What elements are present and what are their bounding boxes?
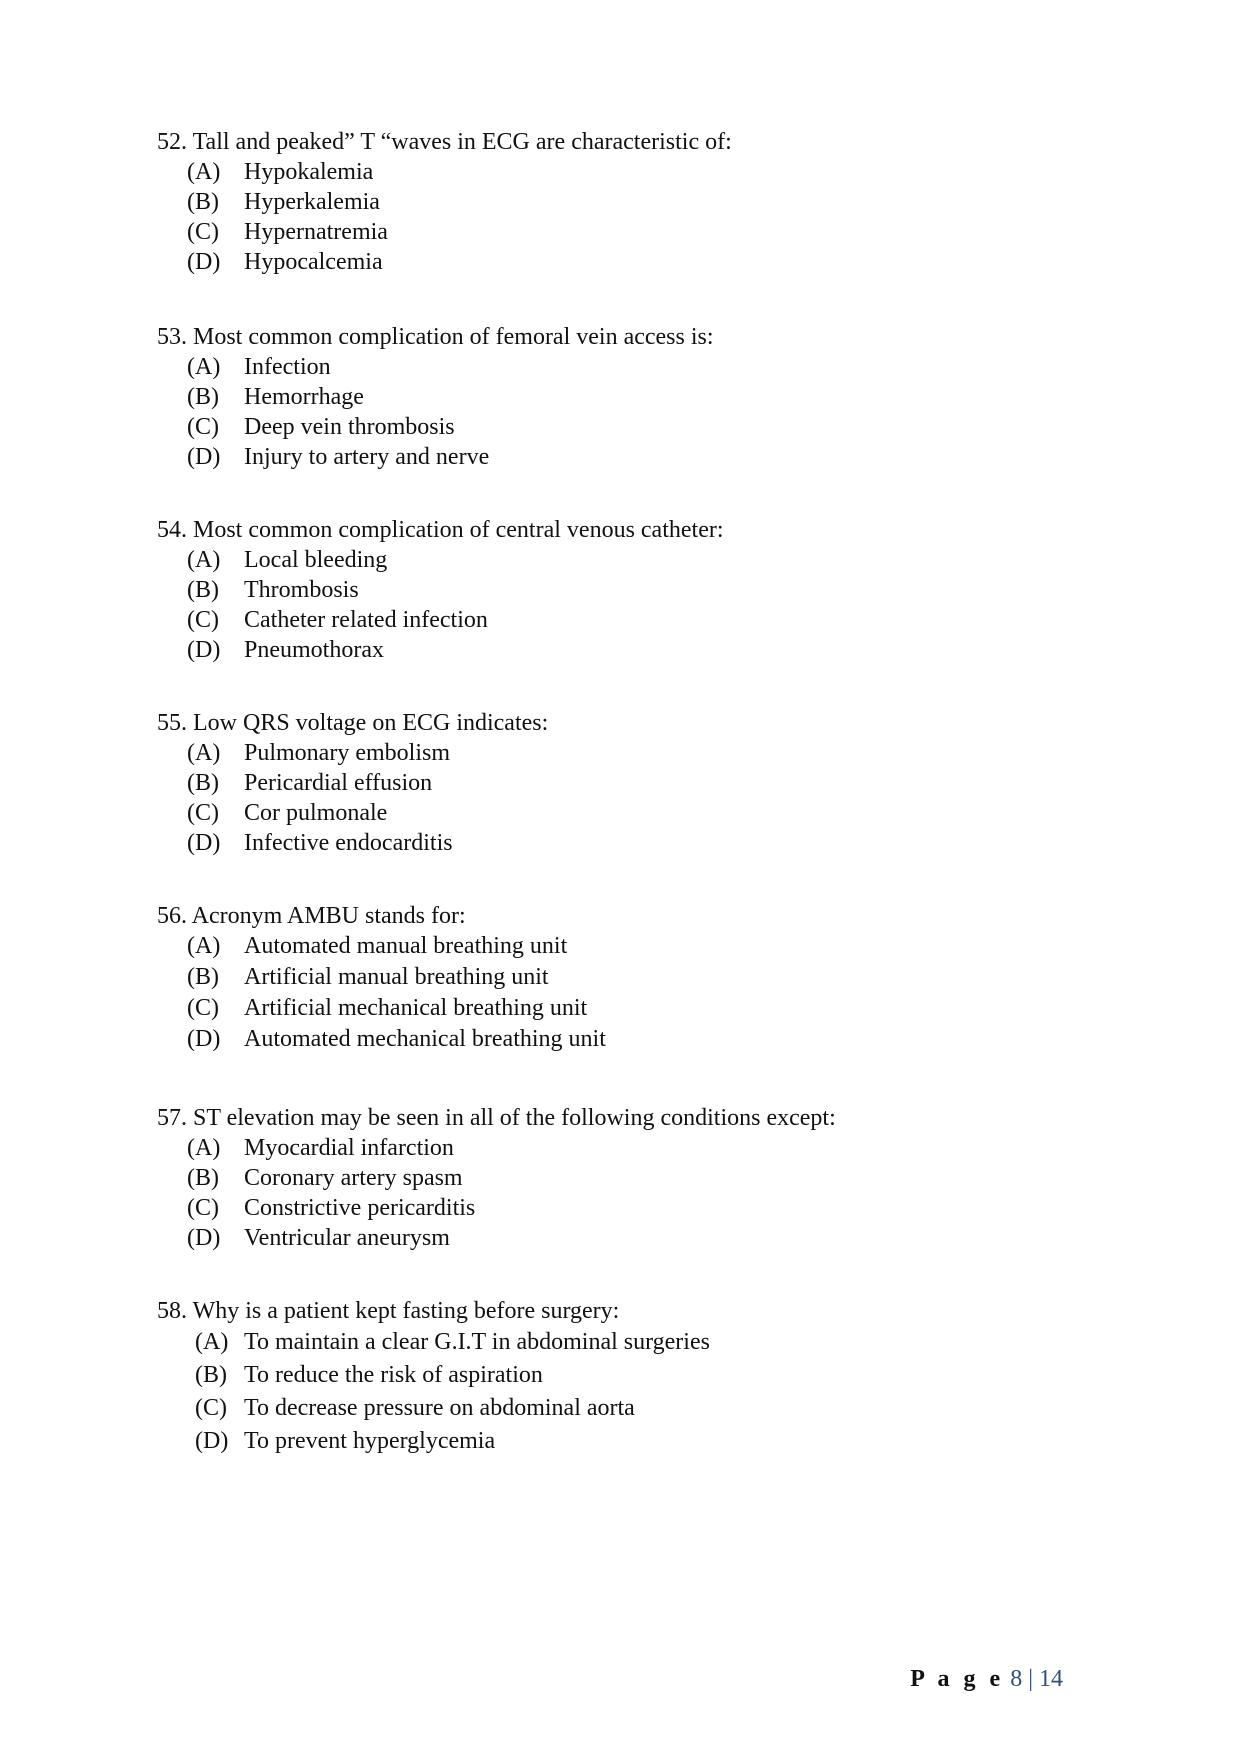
option-letter: (B) <box>187 384 219 410</box>
option-letter: (B) <box>187 964 219 990</box>
option-c <box>157 1193 1157 1223</box>
option-text: Hypokalemia <box>244 159 374 185</box>
question-text: 54. Most common complication of central venous catheter: <box>157 517 724 543</box>
option-a <box>157 738 1157 768</box>
option-a <box>157 545 1157 575</box>
option-c <box>157 217 1157 247</box>
option-text: Pericardial effusion <box>244 770 433 796</box>
option-letter: (A) <box>187 933 221 959</box>
option-letter: (C) <box>187 995 219 1021</box>
option-text: Thrombosis <box>244 577 359 603</box>
option-b <box>157 1163 1157 1193</box>
option-text: To decrease pressure on abdominal aorta <box>244 1395 635 1421</box>
option-c <box>157 798 1157 828</box>
option-text: Local bleeding <box>244 547 388 573</box>
option-letter: (C) <box>187 1195 219 1221</box>
page-label: P a g e <box>910 1666 1005 1692</box>
option-a <box>157 931 1157 962</box>
option-text: Hypocalcemia <box>244 249 383 275</box>
option-d <box>157 1425 1157 1458</box>
option-letter: (C) <box>187 800 219 826</box>
option-d <box>157 247 1157 277</box>
question-text: 53. Most common complication of femoral vein access is: <box>157 324 714 350</box>
option-letter: (B) <box>187 577 219 603</box>
option-letter: (D) <box>187 830 221 856</box>
option-letter: (D) <box>187 444 221 470</box>
option-text: Pneumothorax <box>244 637 384 663</box>
option-letter: (B) <box>187 189 219 215</box>
option-text: To maintain a clear G.I.T in abdominal surgeries <box>244 1329 710 1355</box>
option-text: To reduce the risk of aspiration <box>244 1362 543 1388</box>
option-c <box>157 605 1157 635</box>
option-letter: (C) <box>187 607 219 633</box>
option-letter: (D) <box>187 1225 221 1251</box>
option-letter: (A) <box>187 547 221 573</box>
question-56 <box>157 901 1157 1055</box>
question-57 <box>157 1103 1157 1253</box>
option-letter: (D) <box>187 249 221 275</box>
option-c <box>157 1392 1157 1425</box>
option-text: Catheter related infection <box>244 607 488 633</box>
option-text: Automated mechanical breathing unit <box>244 1026 606 1052</box>
question-54 <box>157 515 1157 665</box>
option-letter: (A) <box>195 1329 229 1355</box>
option-letter: (A) <box>187 1135 221 1161</box>
option-b <box>157 768 1157 798</box>
question-55 <box>157 708 1157 858</box>
page-footer <box>910 1664 1063 1694</box>
option-b <box>157 1359 1157 1392</box>
option-text: Automated manual breathing unit <box>244 933 568 959</box>
option-c <box>157 993 1157 1024</box>
option-letter: (A) <box>187 740 221 766</box>
option-text: Artificial mechanical breathing unit <box>244 995 588 1021</box>
option-text: Hyperkalemia <box>244 189 380 215</box>
option-d <box>157 635 1157 665</box>
option-a <box>157 1326 1157 1359</box>
question-text: 58. Why is a patient kept fasting before surgery: <box>157 1298 620 1324</box>
option-letter: (D) <box>195 1428 229 1454</box>
option-a <box>157 157 1157 187</box>
option-text: Deep vein thrombosis <box>244 414 455 440</box>
option-a <box>157 352 1157 382</box>
question-52 <box>157 127 1157 277</box>
option-d <box>157 1024 1157 1055</box>
question-53 <box>157 322 1157 472</box>
option-text: Hypernatremia <box>244 219 388 245</box>
option-b <box>157 187 1157 217</box>
option-text: Ventricular aneurysm <box>244 1225 450 1251</box>
option-letter: (B) <box>195 1362 227 1388</box>
option-text: Artificial manual breathing unit <box>244 964 549 990</box>
option-d <box>157 828 1157 858</box>
option-text: Coronary artery spasm <box>244 1165 463 1191</box>
option-text: Hemorrhage <box>244 384 364 410</box>
option-d <box>157 442 1157 472</box>
option-letter: (A) <box>187 159 221 185</box>
option-text: Infection <box>244 354 331 380</box>
option-text: Constrictive pericarditis <box>244 1195 476 1221</box>
question-text: 56. Acronym AMBU stands for: <box>157 903 466 929</box>
option-text: Pulmonary embolism <box>244 740 450 766</box>
question-text: 57. ST elevation may be seen in all of the following conditions except: <box>157 1105 836 1131</box>
option-c <box>157 412 1157 442</box>
option-letter: (B) <box>187 770 219 796</box>
option-text: To prevent hyperglycemia <box>244 1428 496 1454</box>
option-text: Infective endocarditis <box>244 830 453 856</box>
option-b <box>157 962 1157 993</box>
option-letter: (A) <box>187 354 221 380</box>
question-58 <box>157 1296 1157 1458</box>
option-text: Cor pulmonale <box>244 800 388 826</box>
option-b <box>157 382 1157 412</box>
option-letter: (D) <box>187 637 221 663</box>
option-letter: (B) <box>187 1165 219 1191</box>
option-letter: (C) <box>187 219 219 245</box>
option-letter: (C) <box>187 414 219 440</box>
question-text: 55. Low QRS voltage on ECG indicates: <box>157 710 549 736</box>
page-number: 8 | 14 <box>1010 1666 1063 1692</box>
option-text: Myocardial infarction <box>244 1135 454 1161</box>
option-b <box>157 575 1157 605</box>
option-text: Injury to artery and nerve <box>244 444 490 470</box>
question-text: 52. Tall and peaked” T “waves in ECG are characteristic of: <box>157 129 732 155</box>
option-a <box>157 1133 1157 1163</box>
option-d <box>157 1223 1157 1253</box>
option-letter: (C) <box>195 1395 227 1421</box>
option-letter: (D) <box>187 1026 221 1052</box>
